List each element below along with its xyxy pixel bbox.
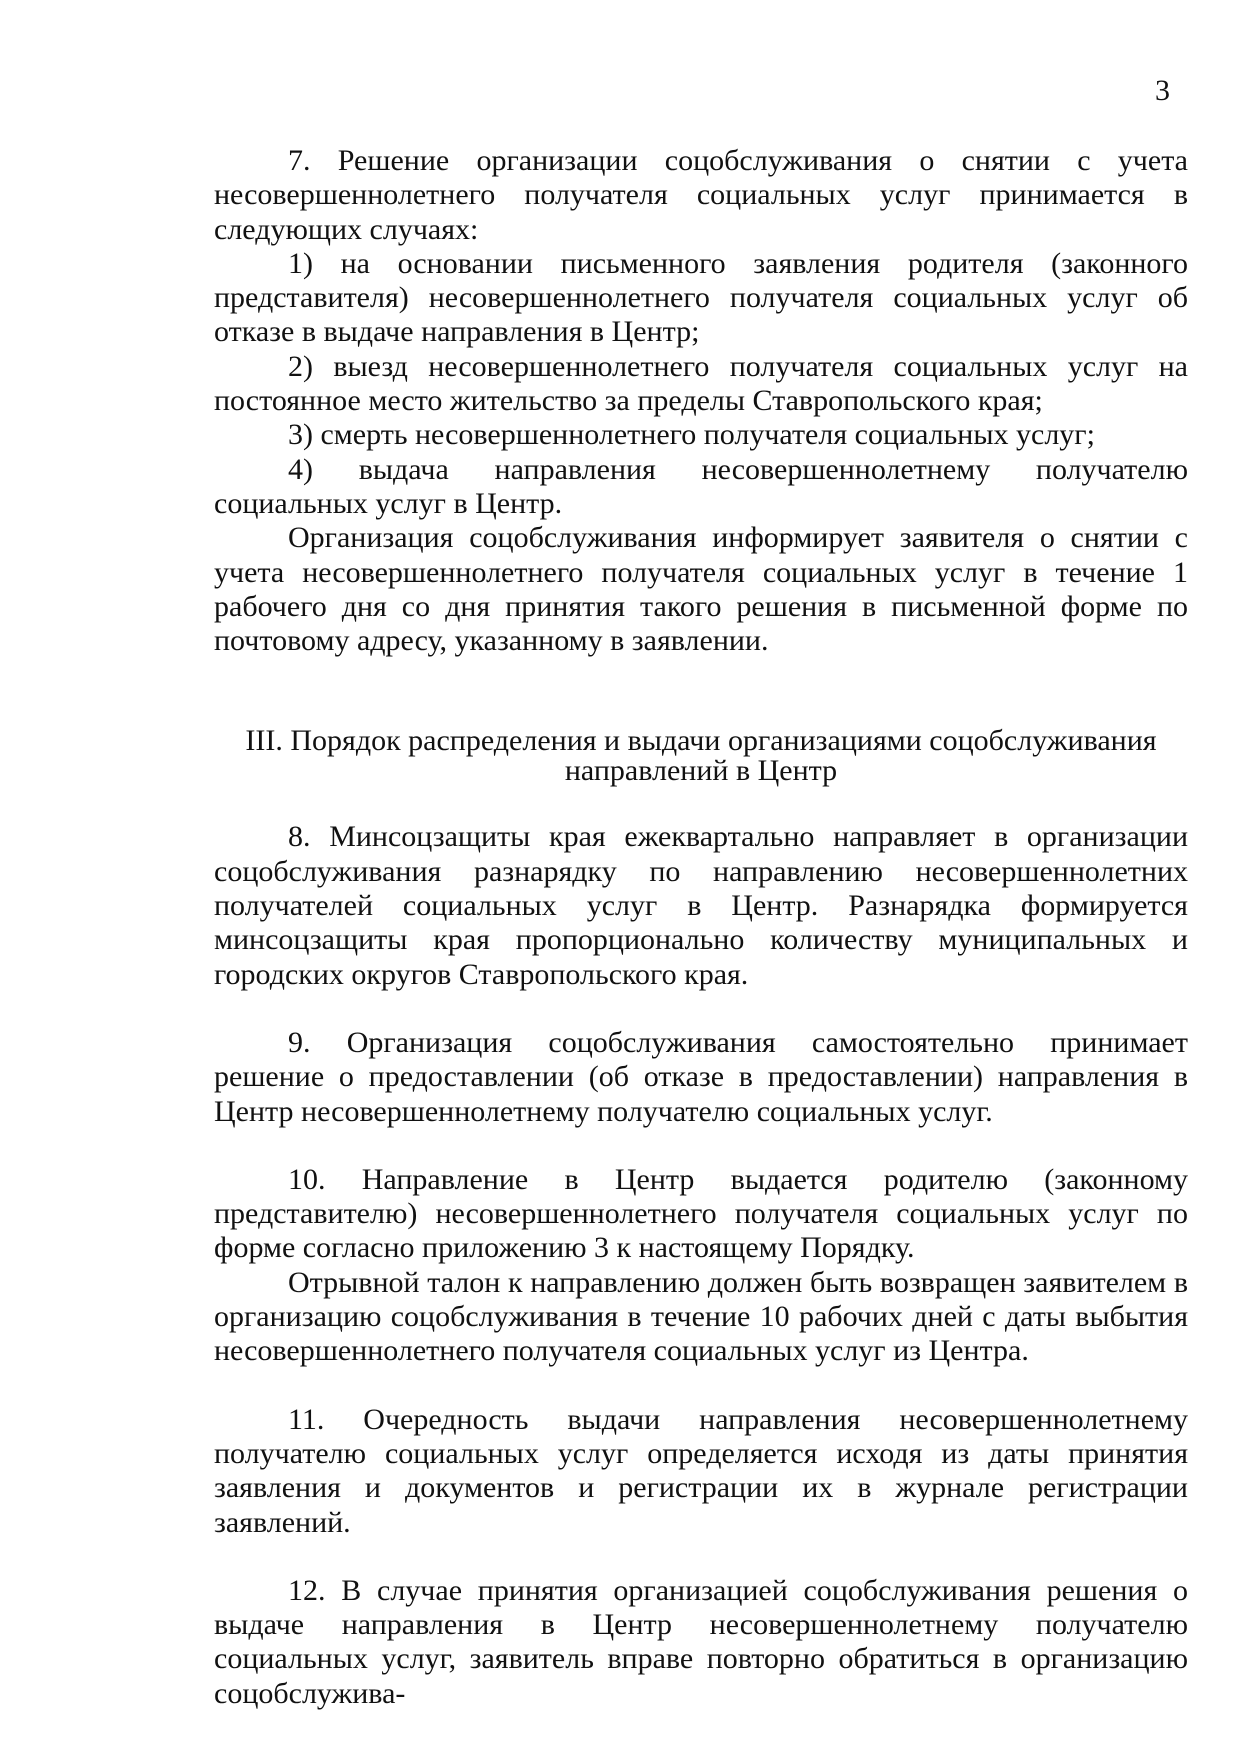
document-body xyxy=(214,144,1188,1711)
paragraph-11: 11. Очередность выдачи направления несовершеннолетнему получателю социальных услуг определяется исходя из даты принятия заявления и документов и регистрации их в журнале регистрации заявлений. xyxy=(214,1402,1188,1539)
paragraph-12: 12. В случае принятия организацией соцобслуживания решения о выдаче направления в Центр несовершеннолетнему получателю социальных услуг, заявитель вправе повторно обратиться в организацию соцобслужива- xyxy=(214,1573,1188,1710)
paragraph-notification: Организация соцобслуживания информирует заявителя о снятии с учета несовершеннолетнего получателя социальных услуг в течение 1 рабочего дня со дня принятия такого решения в письменной форме по почтовому адресу, указанному в заявлении. xyxy=(214,521,1188,658)
paragraph-coupon: Отрывной талон к направлению должен быть возвращен заявителем в организацию соцобслуживания в течение 10 рабочих дней с даты выбытия несовершеннолетнего получателя социальных услуг из Центра. xyxy=(214,1265,1188,1368)
section-title xyxy=(214,726,1188,786)
section-title-line-2: направлений в Центр xyxy=(564,754,838,788)
paragraph-7: 7. Решение организации соцобслуживания о снятии с учета несовершеннолетнего получателя социальных услуг принимается в следующих случаях: xyxy=(214,144,1188,246)
paragraph-9: 9. Организация соцобслуживания самостоятельно принимает решение о предоставлении (об отказе в предоставлении) направления в Центр несовершеннолетнему получателю социальных услуг. xyxy=(214,1025,1188,1128)
paragraph-8: 8. Минсоцзащиты края ежеквартально направляет в организации соцобслуживания разнарядку по направлению несовершеннолетних получателей социальных услуг в Центр. Разнарядка формируется минсоцзащиты края пропорционально количеству муниципальных и городских округов Ставропольского края. xyxy=(214,820,1188,991)
paragraph-10: 10. Направление в Центр выдается родителю (законному представителю) несовершеннолетнего получателя социальных услуг по форме согласно приложению 3 к настоящему Порядку. xyxy=(214,1162,1188,1265)
list-item-4: 4) выдача направления несовершеннолетнему получателю социальных услуг в Центр. xyxy=(214,452,1188,520)
list-item-1: 1) на основании письменного заявления родителя (законного представителя) несовершеннолетнего получателя социальных услуг об отказе в выдаче направления в Центр; xyxy=(214,246,1188,349)
list-item-3: 3) смерть несовершеннолетнего получателя социальных услуг; xyxy=(288,418,1095,452)
list-item-2: 2) выезд несовершеннолетнего получателя социальных услуг на постоянное место жительство за пределы Ставропольского края; xyxy=(214,349,1188,418)
page-number: 3 xyxy=(1155,74,1170,107)
section-title-line-1: III. Порядок распределения и выдачи организациями соцобслуживания xyxy=(245,724,1157,758)
